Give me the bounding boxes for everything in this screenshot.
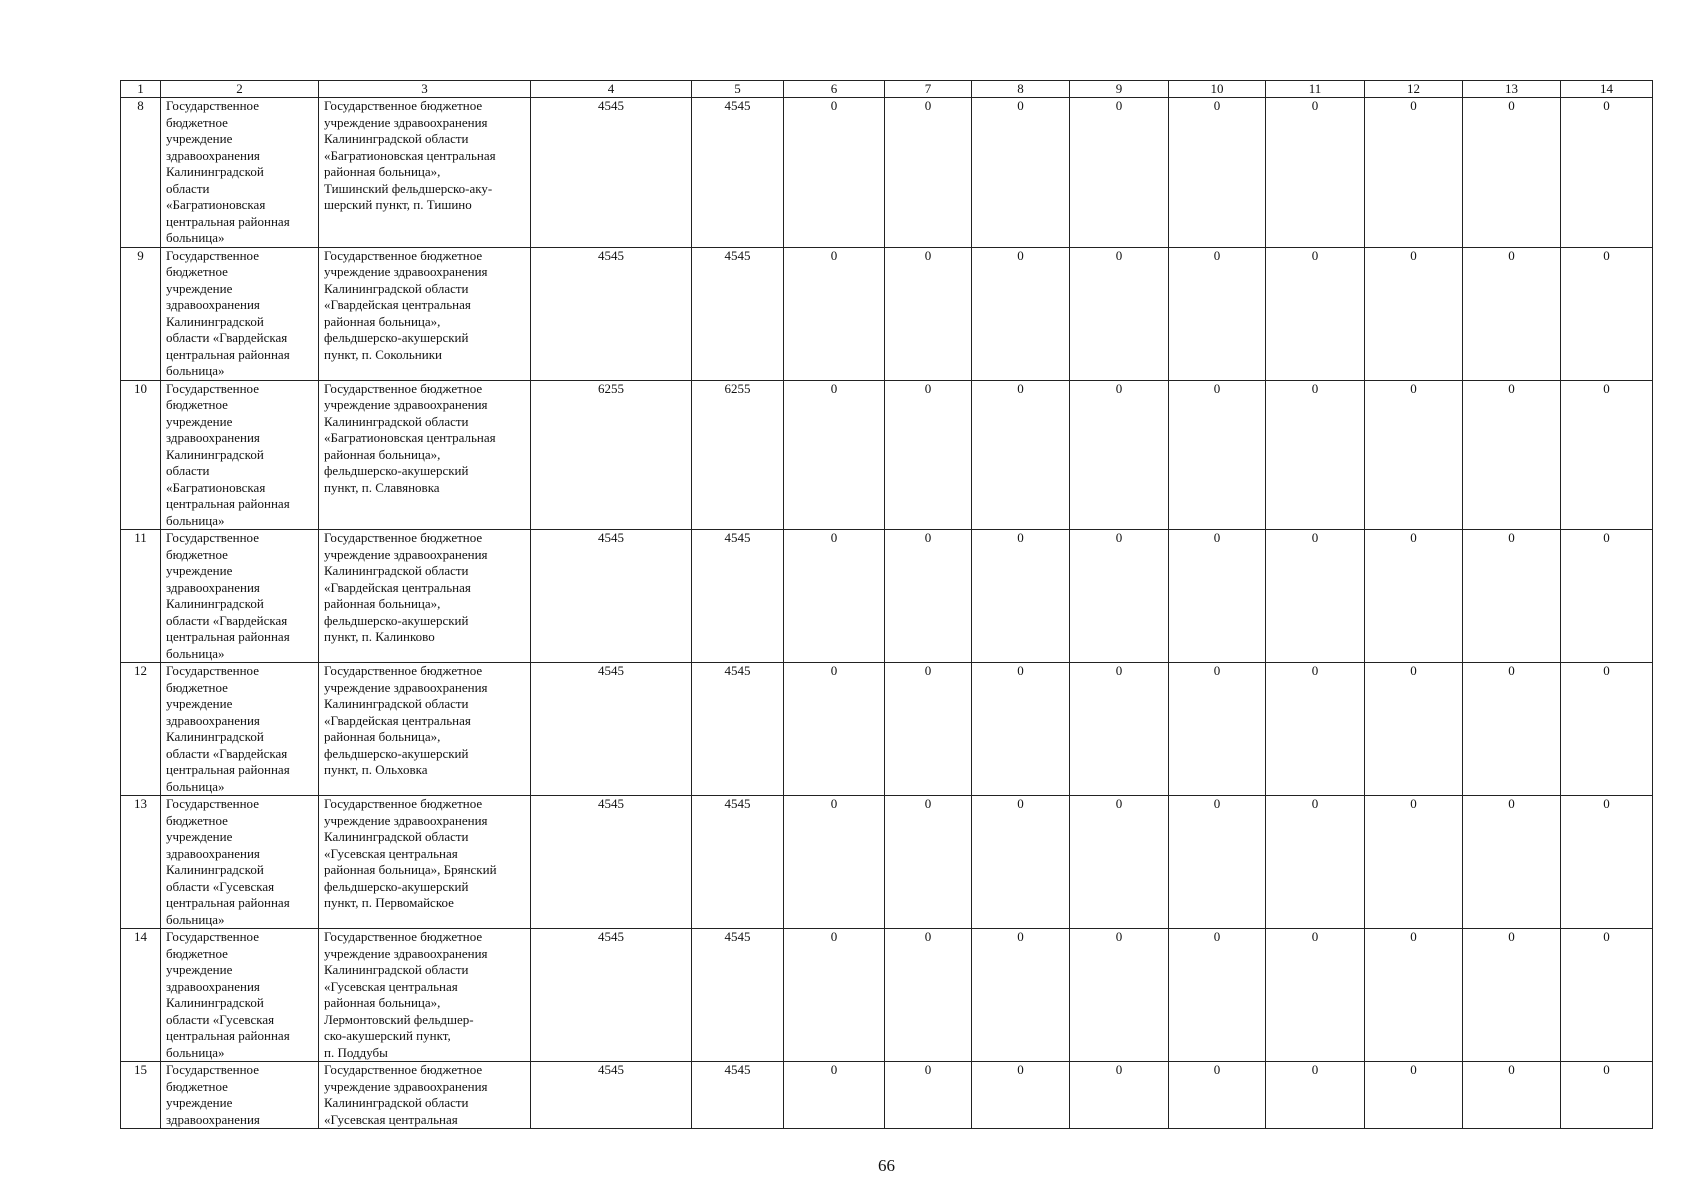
column-header: 2 — [161, 81, 319, 98]
column-header: 3 — [319, 81, 531, 98]
facility-description-cell: Государственное бюджетное учреждение здравоохранения Калининградской области «Багратионовская центральная районная больница», фельдшерско-акушерский пункт, п. Славяновка — [319, 380, 531, 530]
value-cell: 0 — [1463, 1062, 1561, 1129]
value-cell: 0 — [1463, 796, 1561, 929]
value-cell: 0 — [1266, 530, 1365, 663]
organization-cell: Государственное бюджетное учреждение здравоохранения — [161, 1062, 319, 1129]
value-cell: 0 — [885, 663, 972, 796]
value-cell: 4545 — [692, 1062, 784, 1129]
value-cell: 0 — [1266, 663, 1365, 796]
header-row — [121, 81, 1653, 98]
value-cell: 0 — [1463, 98, 1561, 248]
value-cell: 4545 — [531, 98, 692, 248]
value-cell: 0 — [1561, 98, 1653, 248]
value-cell: 0 — [1266, 247, 1365, 380]
table-row — [121, 663, 1653, 796]
value-cell: 0 — [1266, 98, 1365, 248]
row-number-cell: 11 — [121, 530, 161, 663]
organization-cell: Государственное бюджетное учреждение здравоохранения Калининградской области «Багратионовская центральная районная больница» — [161, 98, 319, 248]
value-cell: 0 — [784, 530, 885, 663]
value-cell: 0 — [1266, 929, 1365, 1062]
column-header: 9 — [1070, 81, 1169, 98]
row-number-cell: 13 — [121, 796, 161, 929]
value-cell: 0 — [1070, 929, 1169, 1062]
organization-cell: Государственное бюджетное учреждение здравоохранения Калининградской области «Гвардейская центральная районная больница» — [161, 663, 319, 796]
organization-cell: Государственное бюджетное учреждение здравоохранения Калининградской области «Гусевская центральная районная больница» — [161, 796, 319, 929]
table-row — [121, 1062, 1653, 1129]
value-cell: 0 — [885, 796, 972, 929]
row-number-cell: 14 — [121, 929, 161, 1062]
value-cell: 4545 — [692, 98, 784, 248]
value-cell: 4545 — [531, 1062, 692, 1129]
value-cell: 4545 — [692, 247, 784, 380]
value-cell: 0 — [972, 796, 1070, 929]
value-cell: 0 — [1169, 380, 1266, 530]
column-header: 12 — [1365, 81, 1463, 98]
value-cell: 4545 — [531, 530, 692, 663]
table-row — [121, 247, 1653, 380]
facility-description-cell: Государственное бюджетное учреждение здравоохранения Калининградской области «Гвардейская центральная районная больница», фельдшерско-акушерский пункт, п. Калинково — [319, 530, 531, 663]
value-cell: 0 — [1365, 1062, 1463, 1129]
value-cell: 0 — [885, 1062, 972, 1129]
value-cell: 0 — [784, 247, 885, 380]
data-table — [120, 80, 1653, 1129]
value-cell: 0 — [885, 247, 972, 380]
value-cell: 0 — [972, 530, 1070, 663]
value-cell: 0 — [885, 98, 972, 248]
value-cell: 0 — [972, 98, 1070, 248]
value-cell: 4545 — [692, 663, 784, 796]
value-cell: 0 — [972, 380, 1070, 530]
value-cell: 0 — [1463, 929, 1561, 1062]
value-cell: 0 — [1169, 1062, 1266, 1129]
value-cell: 0 — [1266, 380, 1365, 530]
value-cell: 0 — [1561, 247, 1653, 380]
value-cell: 0 — [1169, 796, 1266, 929]
column-header: 4 — [531, 81, 692, 98]
facility-description-cell: Государственное бюджетное учреждение здравоохранения Калининградской области «Гусевская центральная — [319, 1062, 531, 1129]
value-cell: 0 — [1070, 380, 1169, 530]
facility-description-cell: Государственное бюджетное учреждение здравоохранения Калининградской области «Багратионовская центральная районная больница», Тишинский фельдшерско-аку- шерский пункт, п. Тишино — [319, 98, 531, 248]
value-cell: 6255 — [692, 380, 784, 530]
organization-cell: Государственное бюджетное учреждение здравоохранения Калининградской области «Гусевская центральная районная больница» — [161, 929, 319, 1062]
row-number-cell: 8 — [121, 98, 161, 248]
value-cell: 0 — [1266, 796, 1365, 929]
column-header: 14 — [1561, 81, 1653, 98]
value-cell: 0 — [972, 663, 1070, 796]
value-cell: 0 — [1365, 247, 1463, 380]
column-header: 10 — [1169, 81, 1266, 98]
value-cell: 0 — [1169, 663, 1266, 796]
value-cell: 0 — [1070, 663, 1169, 796]
value-cell: 0 — [784, 796, 885, 929]
value-cell: 0 — [1561, 530, 1653, 663]
value-cell: 0 — [1365, 380, 1463, 530]
value-cell: 0 — [885, 530, 972, 663]
value-cell: 4545 — [692, 530, 784, 663]
column-header: 8 — [972, 81, 1070, 98]
value-cell: 0 — [1070, 247, 1169, 380]
facility-description-cell: Государственное бюджетное учреждение здравоохранения Калининградской области «Гусевская центральная районная больница», Брянский фельдшерско-акушерский пункт, п. Первомайское — [319, 796, 531, 929]
value-cell: 0 — [1070, 530, 1169, 663]
table-row — [121, 98, 1653, 248]
value-cell: 0 — [1169, 247, 1266, 380]
value-cell: 0 — [784, 98, 885, 248]
organization-cell: Государственное бюджетное учреждение здравоохранения Калининградской области «Гвардейская центральная районная больница» — [161, 247, 319, 380]
value-cell: 0 — [1561, 663, 1653, 796]
table-row — [121, 380, 1653, 530]
value-cell: 4545 — [531, 663, 692, 796]
value-cell: 0 — [1561, 796, 1653, 929]
value-cell: 4545 — [692, 929, 784, 1062]
value-cell: 0 — [1365, 796, 1463, 929]
value-cell: 0 — [885, 380, 972, 530]
organization-cell: Государственное бюджетное учреждение здравоохранения Калининградской области «Багратионовская центральная районная больница» — [161, 380, 319, 530]
table-body — [121, 98, 1653, 1129]
value-cell: 4545 — [692, 796, 784, 929]
value-cell: 0 — [1365, 663, 1463, 796]
value-cell: 0 — [1463, 247, 1561, 380]
column-header: 6 — [784, 81, 885, 98]
value-cell: 4545 — [531, 247, 692, 380]
value-cell: 0 — [1463, 380, 1561, 530]
row-number-cell: 10 — [121, 380, 161, 530]
page-number: 66 — [878, 1156, 895, 1175]
row-number-cell: 12 — [121, 663, 161, 796]
column-header: 11 — [1266, 81, 1365, 98]
value-cell: 0 — [784, 1062, 885, 1129]
value-cell: 0 — [1169, 530, 1266, 663]
facility-description-cell: Государственное бюджетное учреждение здравоохранения Калининградской области «Гвардейская центральная районная больница», фельдшерско-акушерский пункт, п. Ольховка — [319, 663, 531, 796]
row-number-cell: 15 — [121, 1062, 161, 1129]
row-number-cell: 9 — [121, 247, 161, 380]
value-cell: 0 — [1365, 98, 1463, 248]
value-cell: 0 — [1561, 1062, 1653, 1129]
value-cell: 0 — [784, 380, 885, 530]
value-cell: 0 — [1463, 530, 1561, 663]
value-cell: 0 — [1070, 1062, 1169, 1129]
table-row — [121, 530, 1653, 663]
value-cell: 0 — [972, 1062, 1070, 1129]
value-cell: 0 — [1463, 663, 1561, 796]
value-cell: 0 — [1169, 929, 1266, 1062]
value-cell: 0 — [784, 663, 885, 796]
value-cell: 4545 — [531, 929, 692, 1062]
value-cell: 0 — [784, 929, 885, 1062]
value-cell: 0 — [1169, 98, 1266, 248]
value-cell: 0 — [1365, 929, 1463, 1062]
value-cell: 0 — [1070, 796, 1169, 929]
value-cell: 6255 — [531, 380, 692, 530]
value-cell: 0 — [885, 929, 972, 1062]
table-row — [121, 929, 1653, 1062]
value-cell: 0 — [1070, 98, 1169, 248]
value-cell: 0 — [972, 929, 1070, 1062]
value-cell: 0 — [972, 247, 1070, 380]
organization-cell: Государственное бюджетное учреждение здравоохранения Калининградской области «Гвардейская центральная районная больница» — [161, 530, 319, 663]
facility-description-cell: Государственное бюджетное учреждение здравоохранения Калининградской области «Гусевская центральная районная больница», Лермонтовский фельдшер- ско-акушерский пункт, п. Поддубы — [319, 929, 531, 1062]
value-cell: 0 — [1561, 380, 1653, 530]
facility-description-cell: Государственное бюджетное учреждение здравоохранения Калининградской области «Гвардейская центральная районная больница», фельдшерско-акушерский пункт, п. Сокольники — [319, 247, 531, 380]
column-header: 5 — [692, 81, 784, 98]
column-header: 7 — [885, 81, 972, 98]
value-cell: 0 — [1365, 530, 1463, 663]
column-header: 13 — [1463, 81, 1561, 98]
column-header: 1 — [121, 81, 161, 98]
table-row — [121, 796, 1653, 929]
value-cell: 0 — [1561, 929, 1653, 1062]
value-cell: 0 — [1266, 1062, 1365, 1129]
value-cell: 4545 — [531, 796, 692, 929]
